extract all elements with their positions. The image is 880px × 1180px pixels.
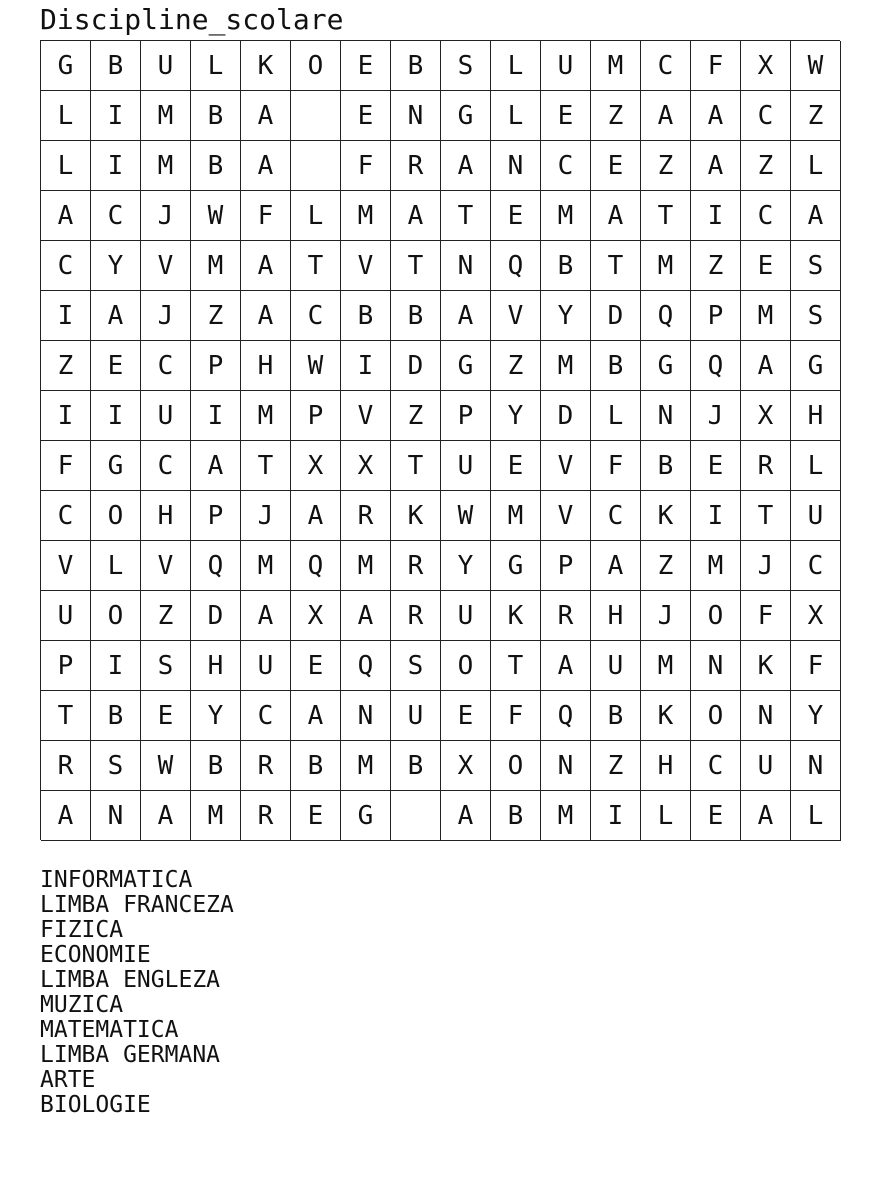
grid-cell[interactable]: A [691, 91, 741, 141]
grid-cell[interactable]: I [91, 391, 141, 441]
grid-cell[interactable]: A [41, 791, 91, 841]
grid-cell[interactable]: R [391, 541, 441, 591]
grid-cell[interactable]: N [741, 691, 791, 741]
grid-cell[interactable]: S [791, 291, 841, 341]
grid-cell[interactable]: Z [191, 291, 241, 341]
grid-cell[interactable]: L [641, 791, 691, 841]
grid-cell[interactable]: P [41, 641, 91, 691]
grid-cell[interactable]: M [541, 341, 591, 391]
grid-cell[interactable]: B [491, 791, 541, 841]
grid-cell[interactable]: O [441, 641, 491, 691]
grid-cell[interactable]: U [441, 441, 491, 491]
grid-cell[interactable]: Y [191, 691, 241, 741]
grid-cell[interactable]: Z [141, 591, 191, 641]
grid-cell[interactable]: O [91, 491, 141, 541]
grid-cell[interactable]: C [291, 291, 341, 341]
grid-cell[interactable]: A [291, 691, 341, 741]
grid-cell[interactable]: F [241, 191, 291, 241]
grid-cell[interactable]: V [541, 441, 591, 491]
grid-cell[interactable]: O [691, 591, 741, 641]
grid-cell[interactable]: M [141, 91, 191, 141]
grid-cell[interactable]: A [41, 191, 91, 241]
grid-cell[interactable]: A [241, 591, 291, 641]
grid-cell[interactable]: F [591, 441, 641, 491]
grid-cell[interactable]: M [691, 541, 741, 591]
grid-cell[interactable]: M [541, 791, 591, 841]
grid-cell[interactable]: B [91, 691, 141, 741]
grid-cell[interactable]: I [41, 391, 91, 441]
grid-cell[interactable]: Y [491, 391, 541, 441]
grid-cell[interactable]: N [691, 641, 741, 691]
grid-cell[interactable]: T [41, 691, 91, 741]
grid-cell[interactable]: O [91, 591, 141, 641]
grid-cell[interactable] [391, 791, 441, 841]
grid-cell[interactable]: K [241, 41, 291, 91]
grid-cell[interactable]: Z [491, 341, 541, 391]
word-list-item: LIMBA ENGLEZA [40, 967, 221, 993]
grid-cell[interactable]: G [491, 541, 541, 591]
grid-cell[interactable]: A [641, 91, 691, 141]
grid-cell[interactable]: E [91, 341, 141, 391]
grid-cell[interactable]: T [491, 641, 541, 691]
grid-cell[interactable]: K [641, 691, 691, 741]
grid-cell[interactable]: P [191, 491, 241, 541]
grid-cell[interactable]: I [591, 791, 641, 841]
word-list-item: BIOLOGIE [40, 1092, 151, 1118]
grid-cell[interactable]: S [441, 41, 491, 91]
grid-cell[interactable]: A [441, 791, 491, 841]
grid-cell[interactable]: A [591, 191, 641, 241]
grid-cell[interactable]: I [41, 291, 91, 341]
grid-cell[interactable]: Z [41, 341, 91, 391]
grid-cell[interactable]: T [441, 191, 491, 241]
grid-cell[interactable]: U [141, 41, 191, 91]
grid-cell[interactable] [291, 141, 341, 191]
grid-cell[interactable]: A [541, 641, 591, 691]
grid-cell[interactable]: J [241, 491, 291, 541]
grid-cell[interactable]: B [391, 41, 441, 91]
grid-cell[interactable]: H [791, 391, 841, 441]
grid-cell[interactable]: N [491, 141, 541, 191]
grid-cell[interactable]: V [41, 541, 91, 591]
grid-cell[interactable]: C [591, 491, 641, 541]
grid-cell[interactable]: Z [391, 391, 441, 441]
grid-cell[interactable]: H [641, 741, 691, 791]
grid-cell[interactable]: G [341, 791, 391, 841]
grid-cell[interactable]: A [741, 791, 791, 841]
grid-cell[interactable]: R [341, 491, 391, 541]
grid-cell[interactable]: B [541, 241, 591, 291]
grid-cell[interactable]: N [791, 741, 841, 791]
grid-cell[interactable]: V [141, 241, 191, 291]
grid-cell[interactable]: L [791, 441, 841, 491]
grid-cell[interactable]: Q [191, 541, 241, 591]
word-list-item: LIMBA FRANCEZA [40, 892, 234, 918]
grid-cell[interactable]: T [591, 241, 641, 291]
grid-cell[interactable]: I [691, 491, 741, 541]
grid-cell[interactable]: N [341, 691, 391, 741]
grid-cell[interactable]: M [191, 791, 241, 841]
grid-cell[interactable]: Y [791, 691, 841, 741]
grid-cell[interactable]: R [241, 791, 291, 841]
grid-cell[interactable]: E [491, 441, 541, 491]
grid-cell[interactable]: M [491, 491, 541, 541]
grid-cell[interactable]: I [91, 91, 141, 141]
word-list-item: ECONOMIE [40, 942, 151, 968]
grid-cell[interactable]: U [141, 391, 191, 441]
grid-cell[interactable]: S [391, 641, 441, 691]
grid-cell[interactable]: L [91, 541, 141, 591]
grid-cell[interactable]: A [791, 191, 841, 241]
grid-cell[interactable]: J [141, 291, 191, 341]
grid-cell[interactable]: A [341, 591, 391, 641]
grid-cell[interactable]: B [391, 291, 441, 341]
grid-cell[interactable]: E [491, 191, 541, 241]
grid-cell[interactable]: G [91, 441, 141, 491]
grid-cell[interactable]: W [291, 341, 341, 391]
grid-cell[interactable]: C [691, 741, 741, 791]
grid-cell[interactable]: P [191, 341, 241, 391]
grid-cell[interactable]: L [791, 141, 841, 191]
word-list-item: LIMBA GERMANA [40, 1042, 221, 1068]
grid-cell[interactable]: J [141, 191, 191, 241]
grid-cell[interactable]: E [691, 791, 741, 841]
word-list [40, 868, 234, 1118]
grid-cell[interactable]: I [691, 191, 741, 241]
grid-cell[interactable]: B [591, 691, 641, 741]
grid-cell[interactable]: P [291, 391, 341, 441]
grid-cell[interactable]: X [441, 741, 491, 791]
grid-cell[interactable]: X [741, 41, 791, 91]
grid-cell[interactable]: U [741, 741, 791, 791]
grid-cell[interactable]: M [341, 741, 391, 791]
grid-cell[interactable]: O [691, 691, 741, 741]
puzzle-title: Discipline_scolare [40, 3, 344, 36]
grid-cell[interactable]: C [91, 191, 141, 241]
grid-cell[interactable]: A [441, 141, 491, 191]
grid-cell[interactable]: M [641, 241, 691, 291]
grid-cell[interactable]: Z [641, 541, 691, 591]
grid-cell[interactable]: T [741, 491, 791, 541]
word-list-item: ARTE [40, 1067, 96, 1093]
grid-cell[interactable]: E [591, 141, 641, 191]
grid-cell[interactable]: U [441, 591, 491, 641]
grid-cell[interactable]: Z [641, 141, 691, 191]
grid-cell[interactable]: Z [591, 741, 641, 791]
grid-cell[interactable]: M [141, 141, 191, 191]
grid-cell[interactable]: C [141, 441, 191, 491]
grid-cell[interactable]: N [541, 741, 591, 791]
grid-cell[interactable]: Y [91, 241, 141, 291]
grid-cell[interactable]: M [191, 241, 241, 291]
word-list-item: FIZICA [40, 917, 124, 943]
grid-cell[interactable]: Q [291, 541, 341, 591]
grid-cell[interactable]: E [691, 441, 741, 491]
grid-cell[interactable]: C [41, 491, 91, 541]
grid-cell[interactable]: A [691, 141, 741, 191]
grid-cell[interactable]: V [341, 391, 391, 441]
grid-cell[interactable]: K [491, 591, 541, 641]
grid-cell[interactable]: Y [441, 541, 491, 591]
grid-cell[interactable]: S [91, 741, 141, 791]
grid-cell[interactable]: R [41, 741, 91, 791]
grid-cell[interactable]: F [41, 441, 91, 491]
grid-cell[interactable]: E [341, 91, 391, 141]
grid-cell[interactable]: M [341, 541, 391, 591]
grid-cell[interactable]: A [241, 291, 291, 341]
grid-cell[interactable]: Z [591, 91, 641, 141]
grid-cell[interactable]: B [191, 141, 241, 191]
grid-cell[interactable]: R [241, 741, 291, 791]
grid-cell[interactable]: R [741, 441, 791, 491]
grid-cell[interactable]: G [441, 91, 491, 141]
grid-cell[interactable]: B [91, 41, 141, 91]
grid-cell[interactable]: A [241, 141, 291, 191]
grid-cell[interactable]: I [341, 341, 391, 391]
grid-cell[interactable]: D [541, 391, 591, 441]
grid-cell[interactable]: I [91, 141, 141, 191]
grid-cell[interactable]: J [741, 541, 791, 591]
grid-cell[interactable]: Q [541, 691, 591, 741]
grid-cell[interactable]: X [741, 391, 791, 441]
grid-cell[interactable]: M [341, 191, 391, 241]
grid-cell[interactable]: A [591, 541, 641, 591]
grid-cell[interactable]: L [791, 791, 841, 841]
grid-cell[interactable]: X [341, 441, 391, 491]
grid-cell[interactable]: C [641, 41, 691, 91]
grid-cell[interactable]: S [791, 241, 841, 291]
grid-cell[interactable]: J [641, 591, 691, 641]
grid-cell[interactable]: L [591, 391, 641, 441]
grid-cell[interactable]: B [191, 741, 241, 791]
grid-cell[interactable]: T [641, 191, 691, 241]
grid-cell[interactable]: F [691, 41, 741, 91]
grid-cell[interactable]: E [441, 691, 491, 741]
grid-cell[interactable]: C [791, 541, 841, 591]
grid-cell[interactable]: N [441, 241, 491, 291]
grid-cell[interactable]: S [141, 641, 191, 691]
grid-cell[interactable]: L [41, 141, 91, 191]
grid-cell[interactable]: Y [541, 291, 591, 341]
grid-cell[interactable]: G [41, 41, 91, 91]
grid-cell[interactable]: X [291, 591, 341, 641]
grid-cell[interactable]: W [441, 491, 491, 541]
grid-cell[interactable]: C [741, 191, 791, 241]
grid-cell[interactable]: Q [341, 641, 391, 691]
grid-cell[interactable]: B [591, 341, 641, 391]
grid-cell[interactable]: L [191, 41, 241, 91]
grid-cell[interactable]: D [591, 291, 641, 341]
grid-cell[interactable]: E [141, 691, 191, 741]
grid-cell[interactable]: A [441, 291, 491, 341]
grid-cell[interactable]: D [191, 591, 241, 641]
grid-cell[interactable]: M [591, 41, 641, 91]
grid-cell[interactable]: U [541, 41, 591, 91]
grid-cell[interactable]: B [391, 741, 441, 791]
grid-cell[interactable]: A [241, 91, 291, 141]
grid-cell[interactable]: R [541, 591, 591, 641]
grid-cell[interactable]: B [191, 91, 241, 141]
grid-cell[interactable]: C [41, 241, 91, 291]
grid-cell[interactable]: I [91, 641, 141, 691]
grid-cell[interactable]: U [41, 591, 91, 641]
grid-cell[interactable]: T [391, 441, 441, 491]
grid-cell[interactable]: C [241, 691, 291, 741]
grid-cell[interactable]: E [341, 41, 391, 91]
grid-cell[interactable]: M [641, 641, 691, 691]
grid-cell[interactable]: F [491, 691, 541, 741]
grid-cell[interactable]: A [391, 191, 441, 241]
grid-cell[interactable]: M [241, 541, 291, 591]
grid-cell[interactable]: Z [791, 91, 841, 141]
grid-cell[interactable]: P [691, 291, 741, 341]
grid-cell[interactable]: U [791, 491, 841, 541]
grid-cell[interactable]: W [141, 741, 191, 791]
grid-cell[interactable]: P [541, 541, 591, 591]
grid-cell[interactable]: I [191, 391, 241, 441]
grid-cell[interactable]: G [791, 341, 841, 391]
grid-cell[interactable]: F [791, 641, 841, 691]
word-list-item: INFORMATICA [40, 867, 193, 893]
grid-cell[interactable]: J [691, 391, 741, 441]
grid-cell[interactable]: A [91, 291, 141, 341]
grid-cell[interactable]: E [291, 791, 341, 841]
grid-cell[interactable]: F [741, 591, 791, 641]
grid-cell[interactable]: G [641, 341, 691, 391]
grid-cell[interactable]: Q [491, 241, 541, 291]
grid-cell[interactable]: U [241, 641, 291, 691]
grid-cell[interactable]: B [341, 291, 391, 341]
grid-cell[interactable]: V [341, 241, 391, 291]
grid-cell[interactable]: E [291, 641, 341, 691]
grid-cell[interactable]: X [291, 441, 341, 491]
grid-cell[interactable]: L [291, 191, 341, 241]
grid-cell[interactable]: T [291, 241, 341, 291]
grid-cell[interactable]: N [641, 391, 691, 441]
grid-cell[interactable]: E [741, 241, 791, 291]
grid-cell[interactable]: Z [741, 141, 791, 191]
grid-cell[interactable]: C [541, 141, 591, 191]
grid-cell[interactable]: U [591, 641, 641, 691]
grid-cell[interactable]: E [541, 91, 591, 141]
grid-cell[interactable]: C [141, 341, 191, 391]
grid-cell[interactable]: K [741, 641, 791, 691]
grid-cell[interactable]: H [141, 491, 191, 541]
grid-cell[interactable]: D [391, 341, 441, 391]
grid-cell[interactable]: A [141, 791, 191, 841]
grid-cell[interactable]: L [41, 91, 91, 141]
grid-cell[interactable]: B [291, 741, 341, 791]
grid-cell[interactable]: Z [691, 241, 741, 291]
word-list-item: MATEMATICA [40, 1017, 179, 1043]
letter-grid [40, 40, 840, 840]
grid-cell[interactable] [291, 91, 341, 141]
grid-cell[interactable]: H [241, 341, 291, 391]
grid-cell[interactable]: U [391, 691, 441, 741]
grid-cell[interactable]: A [741, 341, 791, 391]
grid-cell[interactable]: W [791, 41, 841, 91]
grid-cell[interactable]: O [491, 741, 541, 791]
grid-cell[interactable]: V [541, 491, 591, 541]
grid-cell[interactable]: M [741, 291, 791, 341]
grid-cell[interactable]: H [191, 641, 241, 691]
grid-cell[interactable]: O [291, 41, 341, 91]
grid-cell[interactable]: H [591, 591, 641, 641]
grid-cell[interactable]: A [191, 441, 241, 491]
grid-cell[interactable]: R [391, 591, 441, 641]
grid-cell[interactable]: T [391, 241, 441, 291]
grid-cell[interactable]: F [341, 141, 391, 191]
grid-cell[interactable]: A [241, 241, 291, 291]
grid-cell[interactable]: Q [691, 341, 741, 391]
grid-cell[interactable]: A [291, 491, 341, 541]
grid-cell[interactable]: K [641, 491, 691, 541]
grid-cell[interactable]: G [441, 341, 491, 391]
grid-cell[interactable]: B [641, 441, 691, 491]
grid-cell[interactable]: V [491, 291, 541, 341]
grid-cell[interactable]: P [441, 391, 491, 441]
grid-cell[interactable]: N [91, 791, 141, 841]
grid-cell[interactable]: N [391, 91, 441, 141]
grid-cell[interactable]: M [241, 391, 291, 441]
grid-cell[interactable]: W [191, 191, 241, 241]
grid-cell[interactable]: V [141, 541, 191, 591]
grid-cell[interactable]: L [491, 91, 541, 141]
grid-cell[interactable]: Q [641, 291, 691, 341]
grid-cell[interactable]: X [791, 591, 841, 641]
grid-cell[interactable]: L [491, 41, 541, 91]
grid-cell[interactable]: T [241, 441, 291, 491]
word-list-item: MUZICA [40, 992, 124, 1018]
grid-cell[interactable]: K [391, 491, 441, 541]
grid-cell[interactable]: C [741, 91, 791, 141]
grid-cell[interactable]: M [541, 191, 591, 241]
grid-cell[interactable]: R [391, 141, 441, 191]
